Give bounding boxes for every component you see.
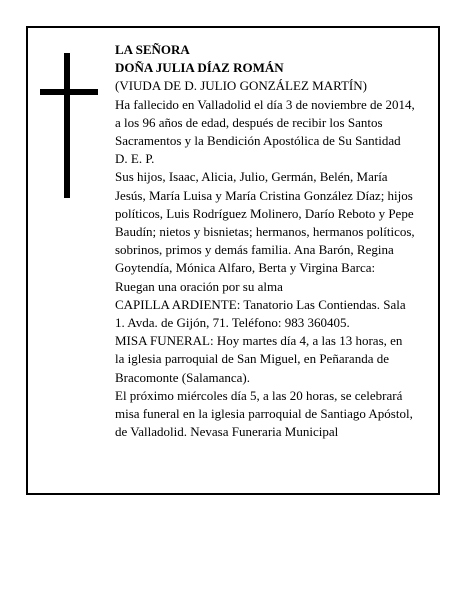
notice-text: [115, 41, 415, 441]
deceased-name: DOÑA JULIA DÍAZ ROMÁN: [115, 60, 284, 76]
cross-icon: [40, 53, 98, 198]
cross-horizontal-bar: [40, 89, 98, 95]
cross-vertical-bar: [64, 53, 70, 198]
death-notice: Ha fallecido en Valladolid el día 3 de noviembre de 2014, a los 96 años de edad, después de recibir los Santos Sacramentos y la Bendición Apostólica de Su Santidad: [115, 96, 415, 149]
prayer-request: Ruegan una oración por su alma: [115, 278, 283, 294]
obituary-notice: [26, 26, 440, 495]
chapel-info: CAPILLA ARDIENTE: Tanatorio Las Contiendas. Sala 1. Avda. de Gijón, 71. Teléfono: 983 360405.: [115, 296, 406, 331]
rip-line: D. E. P.: [115, 151, 155, 167]
title-line-1: LA SEÑORA: [115, 42, 190, 57]
widow-line: (VIUDA DE D. JULIO GONZÁLEZ MARTÍN): [115, 78, 367, 94]
family-paragraph: Sus hijos, Isaac, Alicia, Julio, Germán, Belén, María Jesús, María Luisa y María Cristina González Díaz; hijos políticos, Luis Rodríguez Molinero, Darío Reboto y Pepe Baudín; nietos y bisnietas; hermanos, hermanos políticos, sobrinos, primos y demás familia. Ana Barón, Regina Goytendía, Mónica Alfaro, Berta y Virgina Barca:: [115, 169, 415, 276]
second-mass-info: El próximo miércoles día 5, a las 20 horas, se celebrará misa funeral en la iglesia parroquial de Santiago Apóstol, de Valladolid. Nevasa Funeraria Municipal: [115, 387, 413, 440]
funeral-mass-info: MISA FUNERAL: Hoy martes día 4, a las 13 horas, en la iglesia parroquial de San Miguel, en Peñaranda de Bracomonte (Salamanca).: [115, 333, 403, 385]
